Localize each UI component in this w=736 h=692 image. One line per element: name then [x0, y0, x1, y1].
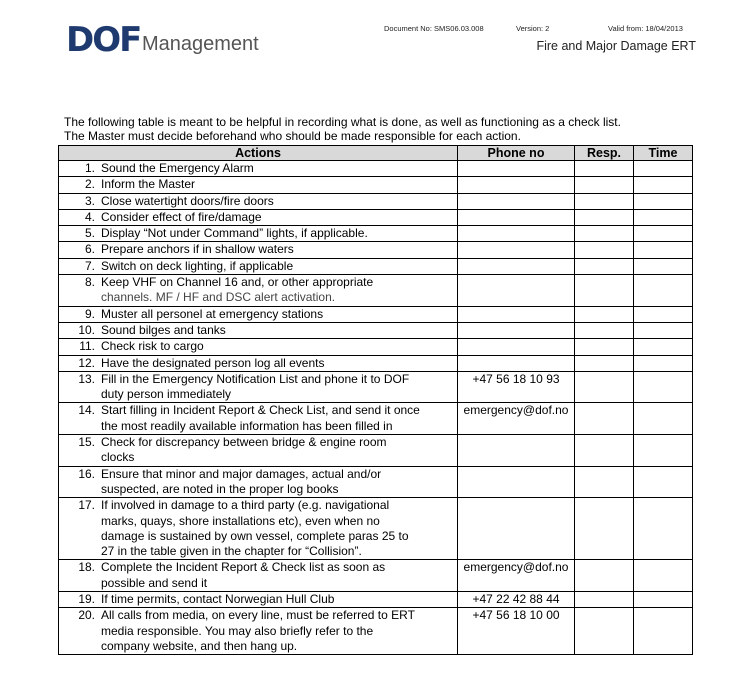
table-row: [59, 193, 693, 209]
action-text: [101, 259, 457, 274]
action-cell: [59, 435, 458, 467]
action-text: [101, 323, 457, 338]
action-text-line: Muster all personel at emergency stations: [101, 306, 324, 321]
time-cell[interactable]: [634, 193, 693, 209]
phone-cell: [458, 322, 575, 338]
table-row: [59, 177, 693, 193]
action-text: [101, 356, 457, 371]
action-cell: [59, 322, 458, 338]
resp-cell[interactable]: [575, 371, 634, 403]
resp-cell[interactable]: [575, 275, 634, 307]
phone-cell: [458, 466, 575, 498]
action-number: 20.: [78, 608, 95, 623]
table-row: [59, 403, 693, 435]
time-cell[interactable]: [634, 339, 693, 355]
table-row: [59, 209, 693, 225]
table-row: [59, 275, 693, 307]
action-text: [101, 498, 457, 559]
time-cell[interactable]: [634, 466, 693, 498]
resp-cell[interactable]: [575, 560, 634, 592]
phone-cell: [458, 193, 575, 209]
action-number: 6.: [84, 242, 95, 257]
resp-cell[interactable]: [575, 226, 634, 242]
action-cell: [59, 371, 458, 403]
phone-cell: [458, 242, 575, 258]
action-checklist-table: [58, 145, 693, 655]
logo-management-text: Management: [142, 33, 259, 55]
action-cell: [59, 177, 458, 193]
phone-cell: [458, 306, 575, 322]
phone-cell: [458, 435, 575, 467]
action-number: 12.: [78, 355, 95, 370]
action-number: 14.: [78, 403, 95, 418]
time-cell[interactable]: [634, 371, 693, 403]
time-cell[interactable]: [634, 435, 693, 467]
resp-cell[interactable]: [575, 592, 634, 608]
table-row: [59, 226, 693, 242]
header-actions: Actions: [59, 146, 458, 161]
table-row: [59, 306, 693, 322]
resp-cell[interactable]: [575, 161, 634, 177]
action-text: [101, 339, 457, 354]
action-text: [101, 435, 457, 466]
resp-cell[interactable]: [575, 242, 634, 258]
phone-cell: [458, 355, 575, 371]
resp-cell[interactable]: [575, 403, 634, 435]
phone-cell: [458, 339, 575, 355]
table-row: [59, 592, 693, 608]
phone-cell: [458, 161, 575, 177]
action-number: 2.: [84, 177, 95, 192]
phone-cell: [458, 275, 575, 307]
action-text-line: Switch on deck lighting, if applicable: [101, 258, 294, 273]
time-cell[interactable]: [634, 403, 693, 435]
action-number: 10.: [78, 322, 95, 337]
action-number: 3.: [84, 193, 95, 208]
phone-cell: +47 22 42 88 44: [458, 592, 575, 608]
action-cell: [59, 560, 458, 592]
phone-cell: +47 56 18 10 93: [458, 371, 575, 403]
action-number: 8.: [84, 275, 95, 290]
intro-line-1: The following table is meant to be helpful in recording what is done, as well as functioning as a check list.: [64, 115, 621, 129]
document-title: Fire and Major Damage ERT: [536, 39, 696, 53]
action-text-line: Check risk to cargo: [101, 339, 204, 354]
action-text: [101, 560, 457, 591]
action-cell: [59, 355, 458, 371]
action-cell: [59, 339, 458, 355]
action-text-line: Close watertight doors/fire doors: [101, 193, 274, 208]
action-text: [101, 161, 457, 176]
time-cell[interactable]: [634, 322, 693, 338]
time-cell[interactable]: [634, 161, 693, 177]
table-row: [59, 322, 693, 338]
action-text-line: duty person immediately: [101, 387, 232, 402]
action-text-line: clocks: [101, 450, 135, 465]
time-cell[interactable]: [634, 608, 693, 655]
action-text-line: channels. MF / HF and DSC alert activation.: [101, 290, 336, 305]
action-text-line: Display “Not under Command” lights, if applicable.: [101, 226, 368, 241]
action-text-line: Start filling in Incident Report & Check List, and send it once: [101, 403, 420, 418]
phone-cell: [458, 498, 575, 560]
action-cell: [59, 209, 458, 225]
resp-cell[interactable]: [575, 306, 634, 322]
document-version: Version: 2: [516, 24, 550, 33]
action-number: 19.: [78, 592, 95, 607]
action-cell: [59, 608, 458, 655]
action-number: 15.: [78, 435, 95, 450]
table-row: [59, 355, 693, 371]
time-cell[interactable]: [634, 498, 693, 560]
time-cell[interactable]: [634, 560, 693, 592]
resp-cell[interactable]: [575, 209, 634, 225]
action-text: [101, 372, 457, 403]
action-text: [101, 194, 457, 209]
action-number: 16.: [78, 466, 95, 481]
resp-cell[interactable]: [575, 339, 634, 355]
action-text: [101, 242, 457, 257]
action-text-line: All calls from media, on every line, must be referred to ERT: [101, 608, 415, 623]
action-text-line: If involved in damage to a third party (e.g. navigational: [101, 498, 390, 513]
header-time: Time: [634, 146, 693, 161]
action-text: [101, 403, 457, 434]
action-text-line: Complete the Incident Report & Check list as soon as: [101, 560, 386, 575]
action-text: [101, 467, 457, 498]
action-text: [101, 210, 457, 225]
table-row: [59, 339, 693, 355]
action-text-line: Sound the Emergency Alarm: [101, 161, 254, 175]
action-number: 18.: [78, 560, 95, 575]
action-text-line: suspected, are noted in the proper log books: [101, 481, 339, 496]
time-cell[interactable]: [634, 355, 693, 371]
valid-from: Valid from: 18/04/2013: [608, 24, 683, 33]
time-cell[interactable]: [634, 275, 693, 307]
action-number: 9.: [84, 306, 95, 321]
table-row: [59, 371, 693, 403]
intro-text: [64, 115, 694, 143]
header-phone: Phone no: [458, 146, 575, 161]
action-text-line: company website, and then hang up.: [101, 638, 298, 653]
time-cell[interactable]: [634, 242, 693, 258]
table-row: [59, 560, 693, 592]
action-text-line: Ensure that minor and major damages, actual and/or: [101, 466, 382, 481]
action-cell: [59, 258, 458, 274]
action-text: [101, 226, 457, 241]
time-cell[interactable]: [634, 177, 693, 193]
action-number: 1.: [84, 161, 95, 175]
action-number: 17.: [78, 498, 95, 513]
table-row: [59, 161, 693, 177]
resp-cell[interactable]: [575, 498, 634, 560]
action-text: [101, 275, 457, 306]
table-row: [59, 435, 693, 467]
action-cell: [59, 466, 458, 498]
resp-cell[interactable]: [575, 608, 634, 655]
action-cell: [59, 193, 458, 209]
action-text-line: Inform the Master: [101, 177, 196, 192]
action-text: [101, 608, 457, 654]
intro-line-2: The Master must decide beforehand who should be made responsible for each action.: [64, 129, 521, 143]
action-number: 5.: [84, 226, 95, 241]
action-cell: [59, 592, 458, 608]
action-text-line: If time permits, contact Norwegian Hull Club: [101, 592, 335, 607]
action-number: 11.: [79, 339, 95, 354]
resp-cell[interactable]: [575, 258, 634, 274]
action-cell: [59, 498, 458, 560]
action-text: [101, 592, 457, 607]
action-text-line: Prepare anchors if in shallow waters: [101, 242, 294, 257]
action-cell: [59, 275, 458, 307]
action-text-line: Sound bilges and tanks: [101, 322, 226, 337]
resp-cell[interactable]: [575, 466, 634, 498]
resp-cell[interactable]: [575, 177, 634, 193]
phone-cell: [458, 177, 575, 193]
phone-cell: [458, 226, 575, 242]
action-text: [101, 307, 457, 322]
action-cell: [59, 403, 458, 435]
action-text-line: media responsible. You may also briefly refer to the: [101, 623, 374, 638]
action-text: [101, 177, 457, 192]
logo-dof-text: DOF: [66, 20, 141, 60]
action-cell: [59, 242, 458, 258]
action-number: 13.: [78, 371, 95, 386]
action-text-line: Keep VHF on Channel 16 and, or other appropriate: [101, 275, 374, 290]
action-cell: [59, 226, 458, 242]
phone-cell: emergency@dof.no: [458, 403, 575, 435]
time-cell[interactable]: [634, 226, 693, 242]
action-text-line: Consider effect of fire/damage: [101, 209, 262, 224]
document-number: Document No: SMS06.03.008: [384, 24, 484, 33]
action-cell: [59, 161, 458, 177]
phone-cell: [458, 258, 575, 274]
action-text-line: marks, quays, shore installations etc), even when no: [101, 513, 380, 528]
action-text-line: Have the designated person log all events: [101, 355, 325, 370]
time-cell[interactable]: [634, 209, 693, 225]
time-cell[interactable]: [634, 592, 693, 608]
resp-cell[interactable]: [575, 322, 634, 338]
action-text-line: 27 in the table given in the chapter for “Collision”.: [101, 544, 362, 559]
table-header-row: [59, 146, 693, 161]
action-text-line: possible and send it: [101, 575, 208, 590]
action-number: 4.: [84, 209, 95, 224]
action-text-line: Check for discrepancy between bridge & engine room: [101, 435, 387, 450]
table-row: [59, 498, 693, 560]
action-cell: [59, 306, 458, 322]
resp-cell[interactable]: [575, 435, 634, 467]
action-text-line: the most readily available information has been filled in: [101, 418, 393, 433]
phone-cell: +47 56 18 10 00: [458, 608, 575, 655]
action-text-line: damage is sustained by own vessel, complete paras 25 to: [101, 528, 409, 543]
phone-cell: emergency@dof.no: [458, 560, 575, 592]
table-row: [59, 242, 693, 258]
phone-cell: [458, 209, 575, 225]
time-cell[interactable]: [634, 306, 693, 322]
table-row: [59, 466, 693, 498]
action-text-line: Fill in the Emergency Notification List and phone it to DOF: [101, 371, 410, 386]
time-cell[interactable]: [634, 258, 693, 274]
table-row: [59, 258, 693, 274]
resp-cell[interactable]: [575, 193, 634, 209]
resp-cell[interactable]: [575, 355, 634, 371]
header-resp: Resp.: [575, 146, 634, 161]
table-row: [59, 608, 693, 655]
action-number: 7.: [84, 258, 95, 273]
